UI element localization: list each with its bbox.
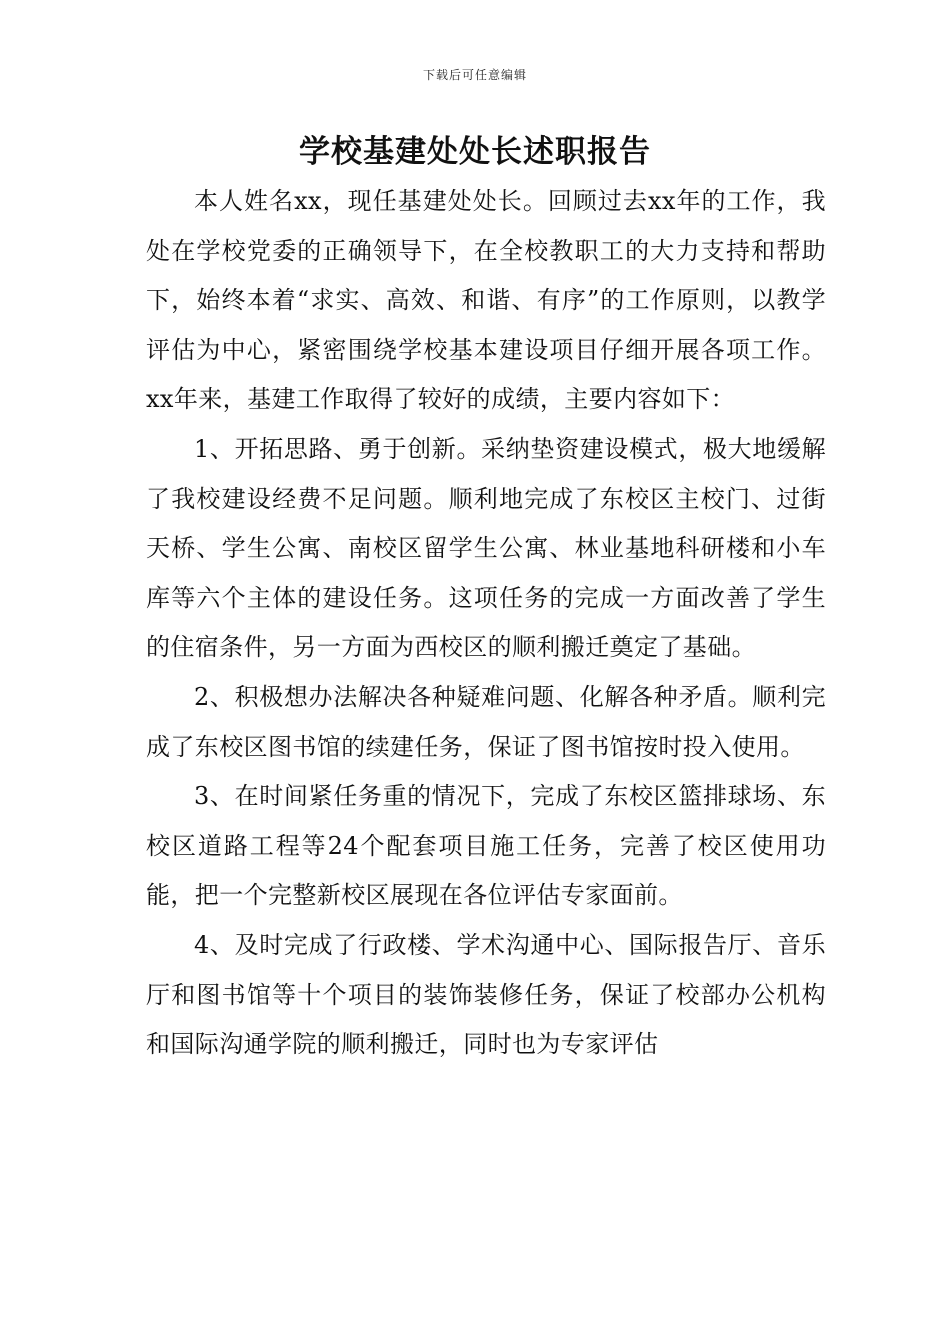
paragraph-item-4: 4、及时完成了行政楼、学术沟通中心、国际报告厅、音乐厅和图书馆等十个项目的装饰装修任务，保证了校部办公机构和国际沟通学院的顺利搬迁，同时也为专家评估 [146,930,826,1059]
paragraph-intro: 本人姓名xx，现任基建处处长。回顾过去xx年的工作，我处在学校党委的正确领导下，在全校教职工的大力支持和帮助下，始终本着“求实、高效、和谐、有序”的工作原则，以教学评估为中心，紧密围绕学校基本建设项目仔细开展各项工作。xx年来，基建工作取得了较好的成绩，主要内容如下： [146,187,826,414]
header-note: 下载后可任意编辑 [422,68,527,82]
paragraph-item-1: 1、开拓思路、勇于创新。采纳垫资建设模式，极大地缓解了我校建设经费不足问题。顺利地完成了东校区主校门、过街天桥、学生公寓、南校区留学生公寓、林业基地科研楼和小车库等六个主体的建设任务。这项任务的完成一方面改善了学生的住宿条件，另一方面为西校区的顺利搬迁奠定了基础。 [146,434,826,662]
document-title: 学校基建处处长述职报告 [299,134,651,170]
document-body [146,177,826,1070]
paragraph-item-3: 3、在时间紧任务重的情况下，完成了东校区篮排球场、东校区道路工程等24个配套项目施工任务，完善了校区使用功能，把一个完整新校区展现在各位评估专家面前。 [146,782,826,910]
paragraph-item-2: 2、积极想办法解决各种疑难问题、化解各种矛盾。顺利完成了东校区图书馆的续建任务，保证了图书馆按时投入使用。 [146,682,826,761]
